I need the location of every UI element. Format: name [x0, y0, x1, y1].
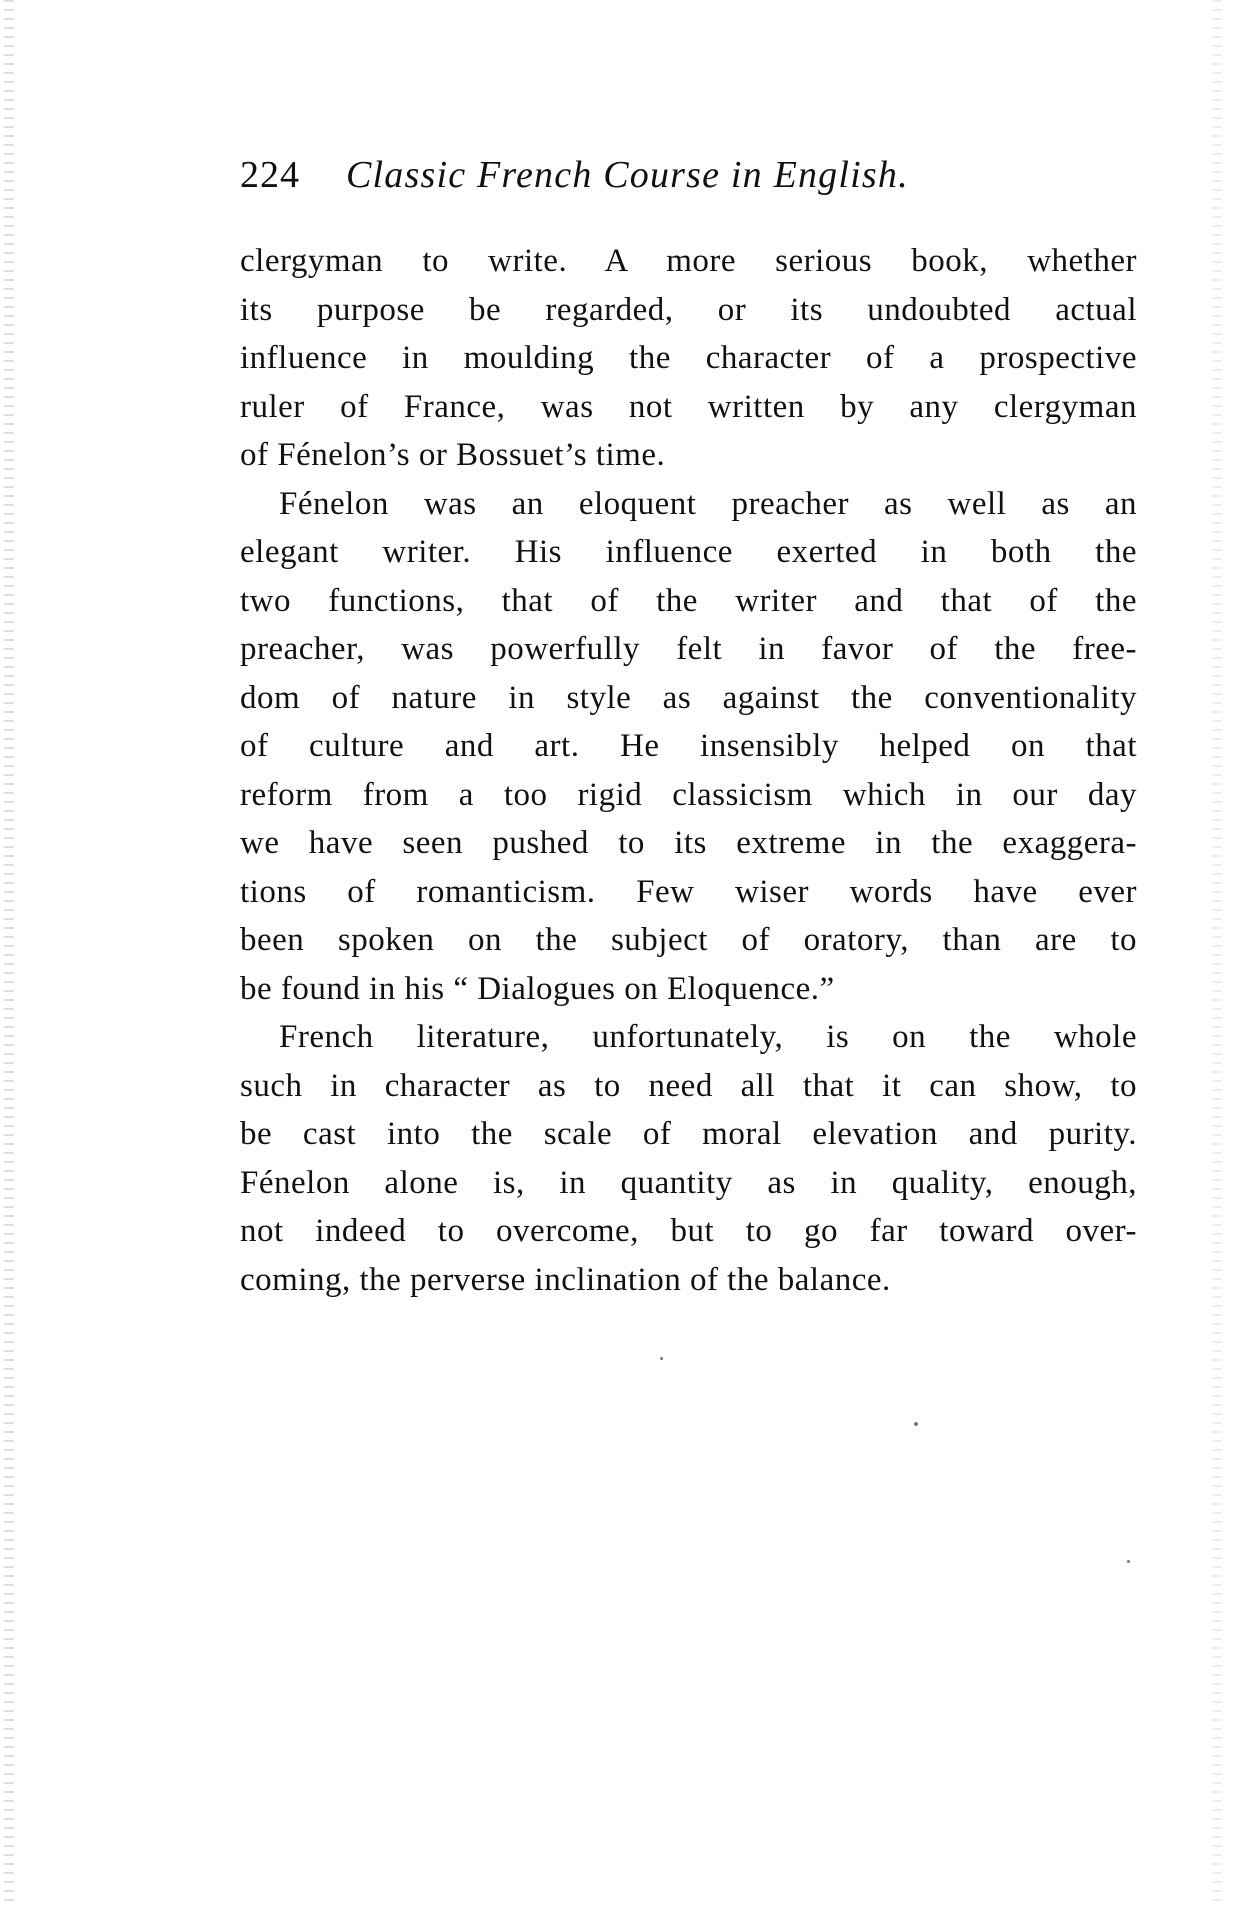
text-line: elegant writer. His influence exerted in both the	[240, 534, 1137, 570]
scan-margin-left	[4, 0, 14, 1906]
text-line: not indeed to overcome, but to go far toward over-	[240, 1213, 1137, 1249]
text-line: influence in moulding the character of a prospective	[240, 340, 1137, 376]
paragraph-1	[240, 237, 1137, 480]
text-line: ruler of France, was not written by any clergyman	[240, 388, 1137, 425]
text-line: preacher, was powerfully felt in favor of the free-	[240, 631, 1137, 667]
text-line: Fénelon was an eloquent preacher as well as an	[279, 485, 1137, 522]
text-line: tions of romanticism. Few wiser words have ever	[240, 873, 1137, 910]
text-line: of Fénelon’s or Bossuet’s time.	[240, 437, 666, 473]
text-line: dom of nature in style as against the conventionality	[240, 679, 1137, 716]
running-title: Classic French Course in English.	[346, 154, 909, 196]
text-line: been spoken on the subject of oratory, than are to	[240, 922, 1137, 958]
text-line: two functions, that of the writer and that of the	[240, 582, 1137, 619]
page-number: 224	[240, 154, 300, 196]
text-line: we have seen pushed to its extreme in the exaggera-	[240, 825, 1137, 861]
text-line: of culture and art. He insensibly helped on that	[240, 728, 1137, 764]
paragraph-3	[240, 1013, 1137, 1304]
text-line: French literature, unfortunately, is on the whole	[279, 1019, 1137, 1055]
scan-speck	[660, 1357, 663, 1360]
text-line: such in character as to need all that it can show, to	[240, 1067, 1137, 1104]
text-line: reform from a too rigid classicism which in our day	[240, 776, 1137, 813]
running-head	[240, 150, 1140, 200]
paragraph-2	[240, 480, 1137, 1014]
body-text	[240, 237, 1137, 1304]
text-line: be found in his “ Dialogues on Eloquence.”	[240, 970, 835, 1007]
text-line: Fénelon alone is, in quantity as in quality, enough,	[240, 1164, 1137, 1201]
text-line: clergyman to write. A more serious book, whether	[240, 243, 1137, 279]
scan-margin-right	[1212, 0, 1222, 1906]
text-line: its purpose be regarded, or its undoubted actual	[240, 291, 1137, 328]
scan-speck	[914, 1422, 918, 1426]
scan-speck	[1127, 1560, 1130, 1563]
text-line: coming, the perverse inclination of the balance.	[240, 1261, 891, 1298]
text-line: be cast into the scale of moral elevation and purity.	[240, 1116, 1137, 1152]
